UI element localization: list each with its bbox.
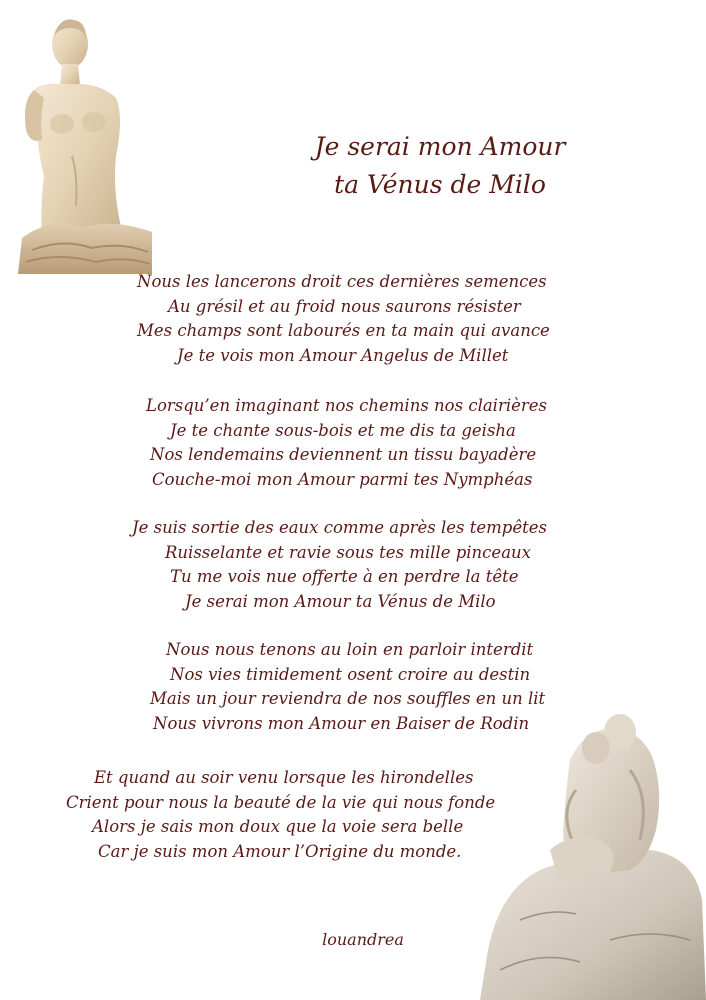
poem-line	[0, 443, 706, 468]
title-line-2-prefix: ta	[334, 170, 367, 199]
poem-line	[0, 319, 706, 344]
title-line-2	[250, 166, 630, 204]
line-text: Ruisselante et ravie sous tes mille pinceaux	[165, 542, 531, 562]
line-text: Nos vies timidement osent croire au destin	[170, 664, 531, 684]
line-emphasis: Vénus de Milo	[377, 591, 496, 611]
line-text: Tu me vois nue offerte à en perdre la tête	[170, 567, 519, 586]
poem-line	[0, 516, 706, 541]
line-emphasis: l’Origine du monde.	[294, 841, 462, 861]
poem-line	[0, 295, 706, 320]
line-text: Je serai mon Amour ta	[185, 591, 378, 611]
line-text: Couche-moi mon Amour parmi tes	[152, 469, 444, 489]
line-text: Nous vivrons mon Amour en	[153, 713, 397, 733]
line-text: Nous nous tenons au loin en parloir interdit	[166, 640, 534, 659]
poem-line	[0, 565, 706, 590]
venus-de-milo-statue	[12, 6, 152, 274]
stanza-1	[0, 270, 706, 368]
title-line-1: Je serai mon Amour	[314, 132, 566, 161]
line-text: Lorsqu’en imaginant nos chemins nos clairières	[146, 396, 548, 415]
poem-line	[0, 270, 706, 295]
author-signature: louandrea	[322, 930, 404, 949]
line-text: Je te chante sous-bois et me dis ta geisha	[170, 420, 516, 440]
poem-line	[0, 394, 706, 419]
line-text: Je suis sortie des eaux comme après les tempêtes	[132, 518, 547, 537]
poem-line	[0, 590, 706, 615]
line-text: Au grésil et au froid nous saurons résister	[168, 296, 521, 316]
line-emphasis: Angelus de Millet	[361, 345, 509, 365]
line-text: Car je suis mon Amour	[98, 841, 295, 861]
line-text: Nos lendemains deviennent un tissu bayadère	[150, 445, 537, 464]
line-text: Et quand au soir venu lorsque les hirondelles	[94, 768, 474, 787]
poem-line	[0, 663, 706, 688]
poem-line	[0, 638, 706, 663]
stanza-3	[0, 516, 706, 614]
poem-line	[0, 468, 706, 493]
line-emphasis: Baiser de Rodin	[396, 713, 530, 733]
poem-line	[0, 344, 706, 369]
line-text: Je te vois mon Amour	[177, 345, 362, 365]
line-text: Alors je sais mon doux que la voie sera belle	[92, 817, 464, 836]
poem-line	[0, 541, 706, 566]
rodin-kiss-sculpture	[480, 700, 706, 1000]
line-text: Mais un jour reviendra de nos souffles en un lit	[150, 689, 546, 708]
poem-line	[0, 419, 706, 444]
line-text: Crient pour nous la beauté de la vie qui nous fonde	[66, 792, 496, 812]
title-line-2-emphasis: Vénus de Milo	[366, 170, 546, 199]
line-text: Nous les lancerons droit ces dernières semences	[137, 272, 547, 291]
poem-title	[250, 128, 630, 204]
line-emphasis: Nymphéas	[443, 469, 533, 489]
line-text: Mes champs sont labourés en ta main qui avance	[137, 321, 550, 340]
stanza-2	[0, 394, 706, 492]
